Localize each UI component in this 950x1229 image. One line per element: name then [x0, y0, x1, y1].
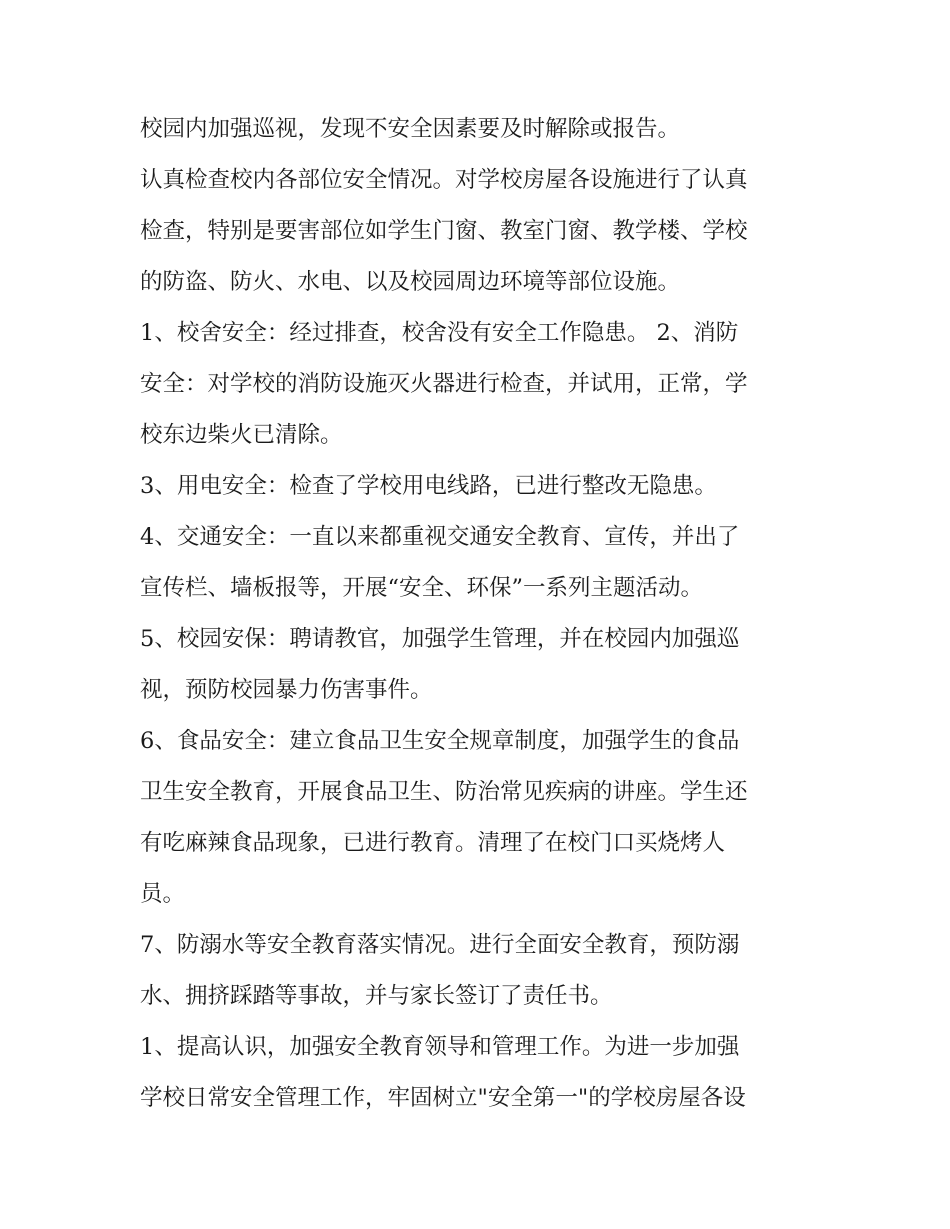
text-line: 学校日常安全管理工作，牢固树立"安全第一"的学校房屋各设 — [140, 1085, 746, 1111]
text-line: 4、交通安全：一直以来都重视交通安全教育、宣传，并出了 — [140, 524, 740, 550]
text-line: 卫生安全教育，开展食品卫生、防治常见疾病的讲座。学生还 — [140, 779, 748, 805]
text-line: 校东边柴火已清除。 — [140, 422, 343, 448]
text-line: 员。 — [140, 881, 186, 907]
text-line: 有吃麻辣食品现象，已进行教育。清理了在校门口买烧烤人 — [140, 830, 726, 856]
text-line: 校园内加强巡视，发现不安全因素要及时解除或报告。 — [140, 116, 681, 142]
document-body — [140, 104, 820, 1124]
text-line: 3、用电安全：检查了学校用电线路，已进行整改无隐患。 — [140, 473, 717, 499]
text-line: 5、校园安保：聘请教官，加强学生管理，并在校园内加强巡 — [140, 626, 740, 652]
text-line: 的防盗、防火、水电、以及校园周边环境等部位设施。 — [140, 269, 681, 295]
text-line: 6、食品安全：建立食品卫生安全规章制度，加强学生的食品 — [140, 728, 740, 754]
text-line: 7、防溺水等安全教育落实情况。进行全面安全教育，预防溺 — [140, 932, 740, 958]
text-line: 检查，特别是要害部位如学生门窗、教室门窗、教学楼、学校 — [140, 218, 748, 244]
text-line: 视，预防校园暴力伤害事件。 — [140, 677, 433, 703]
text-line: 1、提高认识，加强安全教育领导和管理工作。为进一步加强 — [140, 1034, 740, 1060]
text-line: 安全：对学校的消防设施灭火器进行检查，并试用，正常，学 — [140, 371, 748, 397]
text-line: 水、拥挤踩踏等事故，并与家长签订了责任书。 — [140, 983, 613, 1009]
text-line: 认真检查校内各部位安全情况。对学校房屋各设施进行了认真 — [140, 167, 748, 193]
text-line: 宣传栏、墙板报等，开展“安全、环保”一系列主题活动。 — [140, 575, 704, 601]
text-line: 1、校舍安全：经过排查，校舍没有安全工作隐患。 2、消防 — [140, 320, 739, 346]
